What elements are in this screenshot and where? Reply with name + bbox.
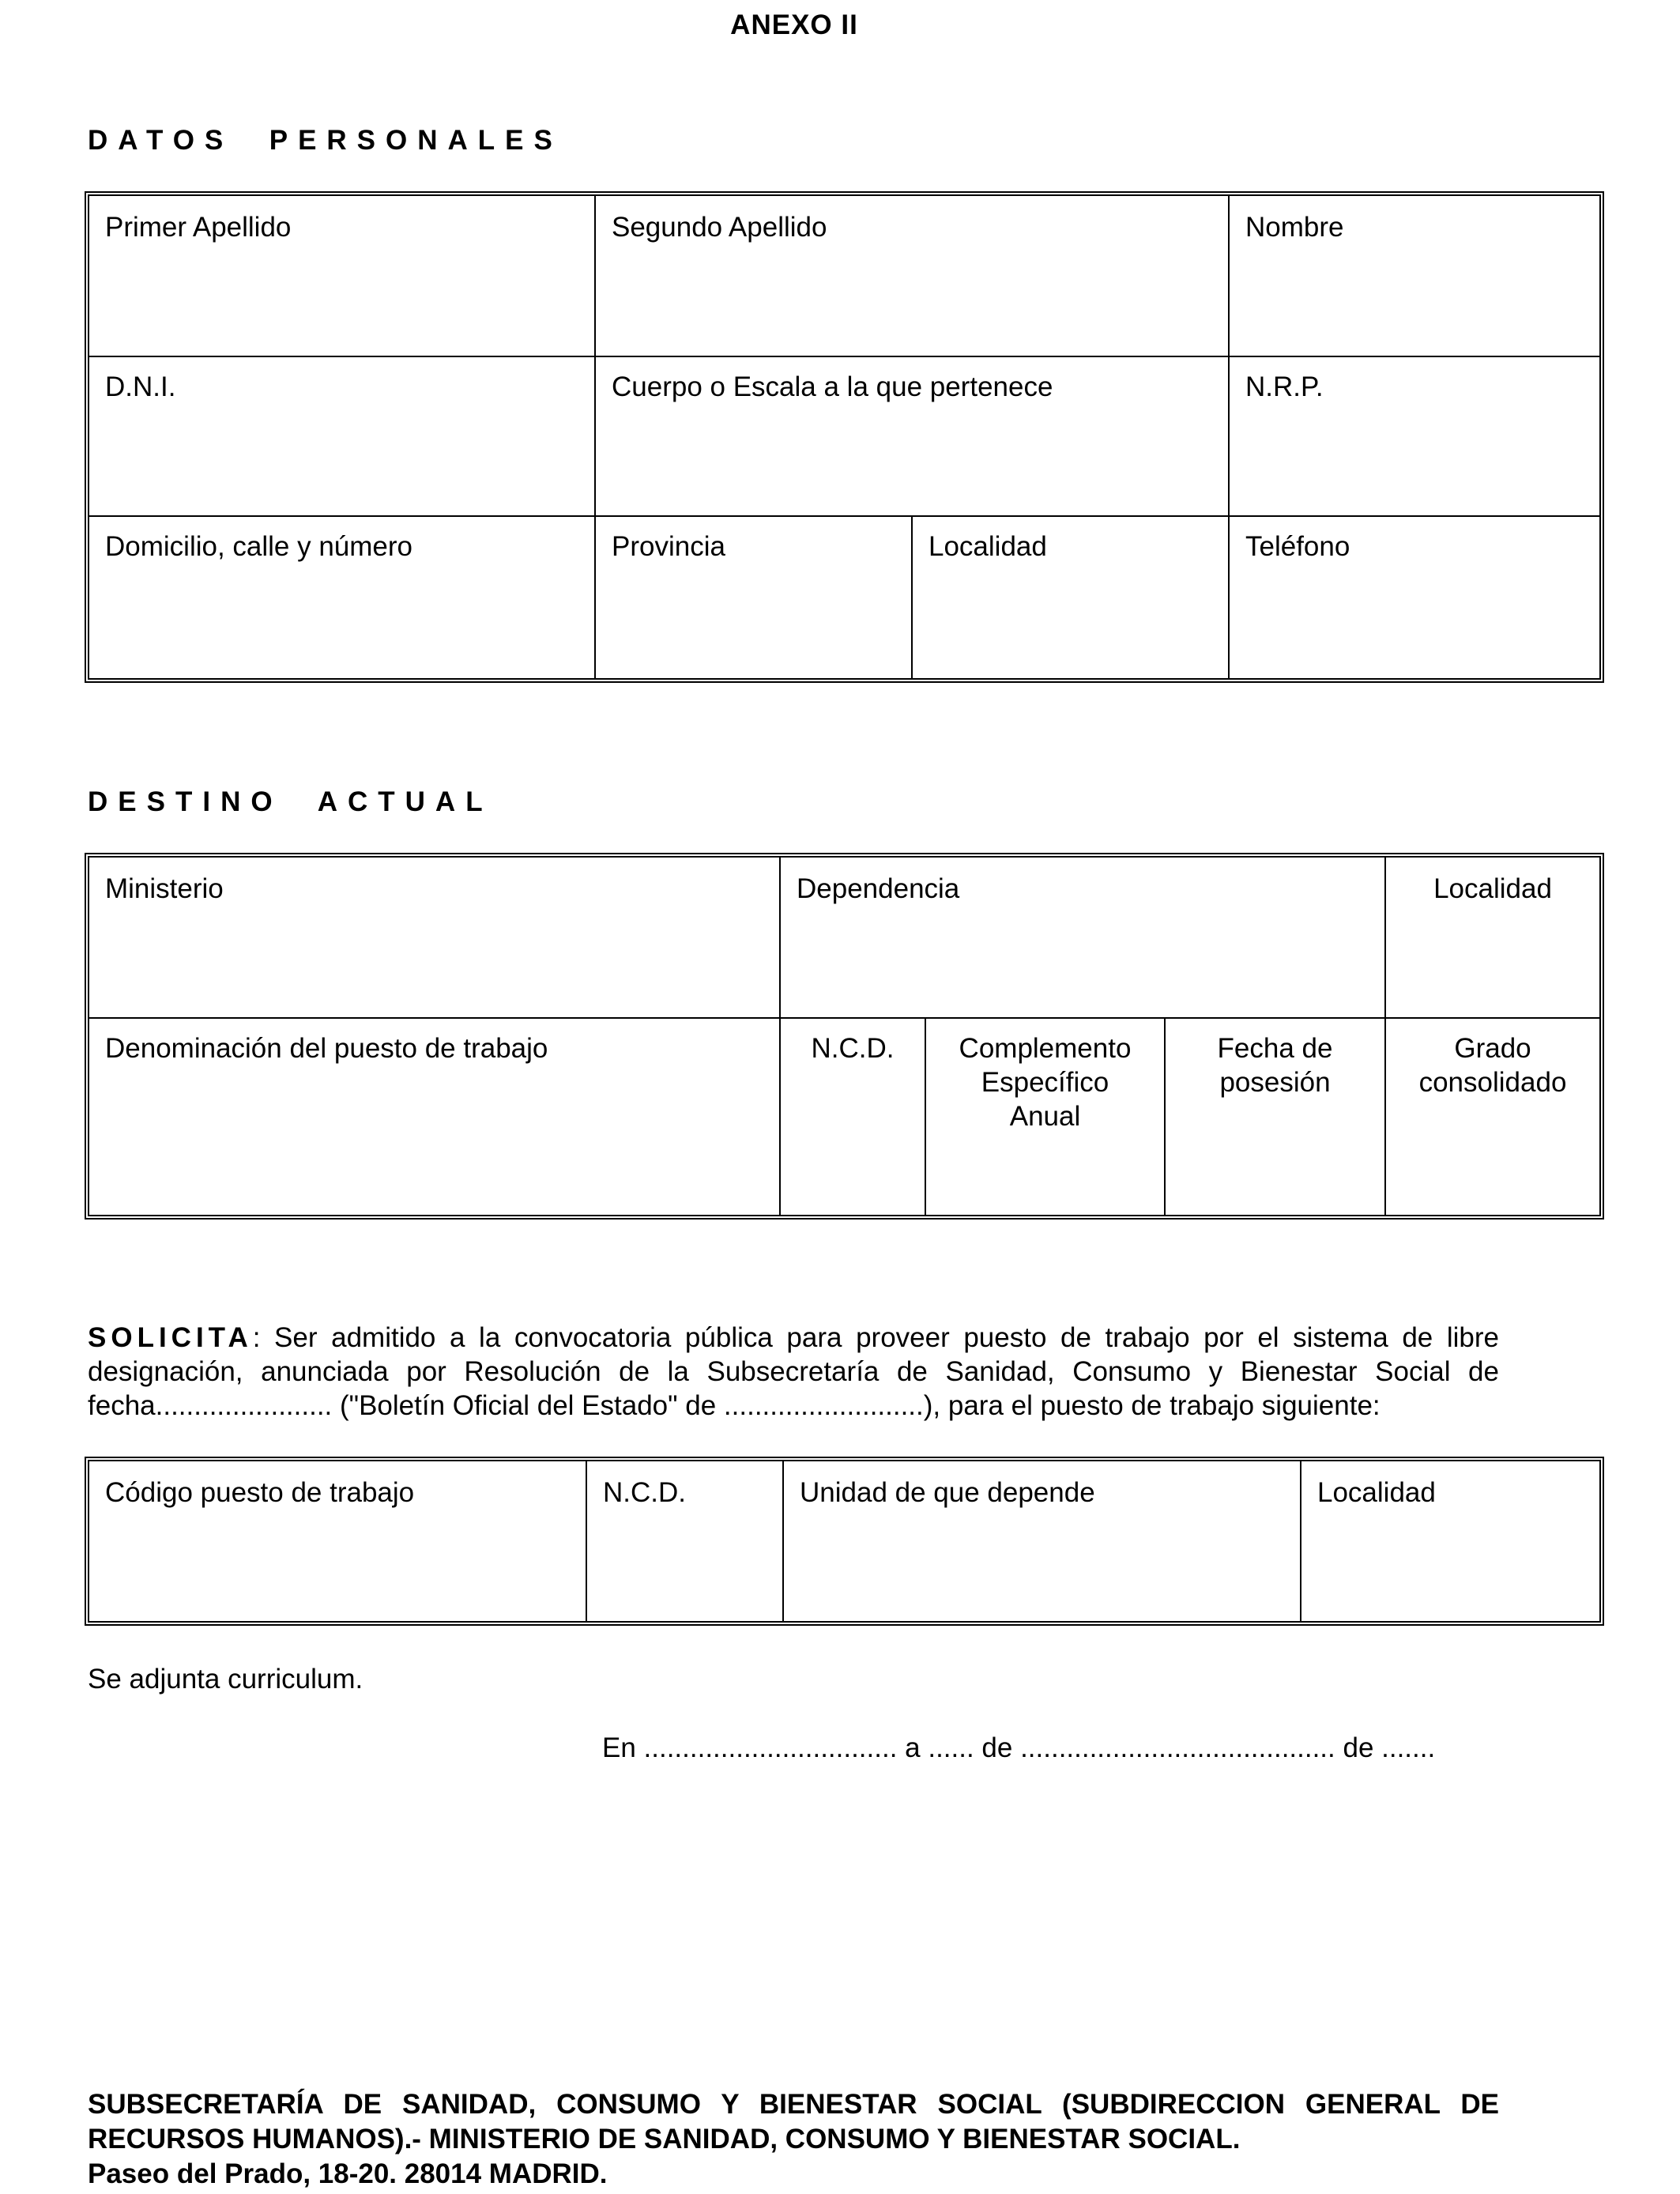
table-row [89, 1461, 1599, 1621]
field-label: Complemento Específico Anual [959, 1033, 1132, 1132]
section-heading-datos-personales: DATOS PERSONALES [88, 125, 563, 156]
section-heading-destino-actual: DESTINO ACTUAL [88, 786, 493, 817]
field-label: D.N.I. [105, 371, 176, 402]
requested-post-table [85, 1457, 1604, 1626]
field-label: Unidad de que depende [800, 1477, 1095, 1508]
field-fecha-posesion[interactable] [1166, 1017, 1386, 1215]
field-label: Segundo Apellido [612, 212, 827, 243]
date-place-line[interactable]: En ................................. a ...... de ......................................... de ....... [602, 1732, 1436, 1763]
field-dependencia[interactable] [781, 858, 1386, 1017]
field-denominacion-puesto[interactable] [89, 1017, 781, 1215]
field-label: Localidad [1433, 873, 1552, 904]
request-label: SOLICITA [88, 1322, 253, 1353]
footer-address [88, 2087, 1499, 2192]
field-label: Localidad [929, 531, 1047, 562]
personal-data-table [85, 191, 1604, 683]
field-codigo-puesto[interactable] [89, 1461, 587, 1621]
field-label: Grado consolidado [1418, 1033, 1567, 1098]
field-label: Nombre [1245, 212, 1344, 243]
field-complemento-especifico[interactable] [926, 1017, 1166, 1215]
field-grado-consolidado[interactable] [1386, 1017, 1599, 1215]
field-label: N.C.D. [603, 1477, 686, 1508]
field-ministerio[interactable] [89, 858, 781, 1017]
table-row [89, 196, 1599, 357]
field-ncd[interactable] [781, 1017, 926, 1215]
field-dni[interactable] [89, 356, 596, 515]
field-segundo-apellido[interactable] [596, 196, 1230, 356]
table-row [89, 858, 1599, 1019]
table-row [89, 356, 1599, 517]
current-post-table [85, 853, 1604, 1220]
field-nombre[interactable] [1230, 196, 1599, 356]
field-ncd-puesto[interactable] [587, 1461, 784, 1621]
field-localidad-destino[interactable] [1386, 858, 1599, 1017]
field-label: Provincia [612, 531, 725, 562]
field-cuerpo-escala[interactable] [596, 356, 1230, 515]
field-label: Teléfono [1245, 531, 1350, 562]
field-label: N.C.D. [811, 1033, 895, 1064]
field-label: Fecha de posesión [1217, 1033, 1333, 1098]
request-paragraph [88, 1321, 1499, 1423]
table-row [89, 1017, 1599, 1215]
request-text: : Ser admitido a la convocatoria pública para proveer puesto de trabajo por el sistema de libre designación, anunciada por Resolución de la Subsecretaría de Sanidad, Consumo y Bienestar Social de fecha....................... ("Boletín Oficial del Estado" de ..........................), para el puesto de trabajo siguiente: [88, 1322, 1499, 1421]
footer-street: Paseo del Prado, 18-20. 28014 MADRID. [88, 2158, 608, 2189]
page-title: ANEXO II [730, 9, 858, 40]
field-label: Localidad [1317, 1477, 1436, 1508]
field-label: Primer Apellido [105, 212, 292, 243]
field-nrp[interactable] [1230, 356, 1599, 515]
field-label: Denominación del puesto de trabajo [105, 1033, 548, 1064]
field-label: Cuerpo o Escala a la que pertenece [612, 371, 1053, 402]
field-label: Dependencia [797, 873, 960, 904]
field-primer-apellido[interactable] [89, 196, 596, 356]
field-unidad-dependencia[interactable] [784, 1461, 1301, 1621]
field-localidad[interactable] [913, 515, 1230, 678]
footer-institution: SUBSECRETARÍA DE SANIDAD, CONSUMO Y BIENESTAR SOCIAL (SUBDIRECCION GENERAL DE RECURSOS HUMANOS).- MINISTERIO DE SANIDAD, CONSUMO Y BIENESTAR SOCIAL. [88, 2089, 1499, 2154]
curriculum-note: Se adjunta curriculum. [88, 1664, 363, 1695]
field-localidad-puesto[interactable] [1301, 1461, 1599, 1621]
table-row [89, 515, 1599, 678]
field-label: Ministerio [105, 873, 224, 904]
field-label: N.R.P. [1245, 371, 1324, 402]
field-telefono[interactable] [1230, 515, 1599, 678]
field-label: Código puesto de trabajo [105, 1477, 415, 1508]
field-provincia[interactable] [596, 515, 913, 678]
field-domicilio[interactable] [89, 515, 596, 678]
field-label: Domicilio, calle y número [105, 531, 413, 562]
